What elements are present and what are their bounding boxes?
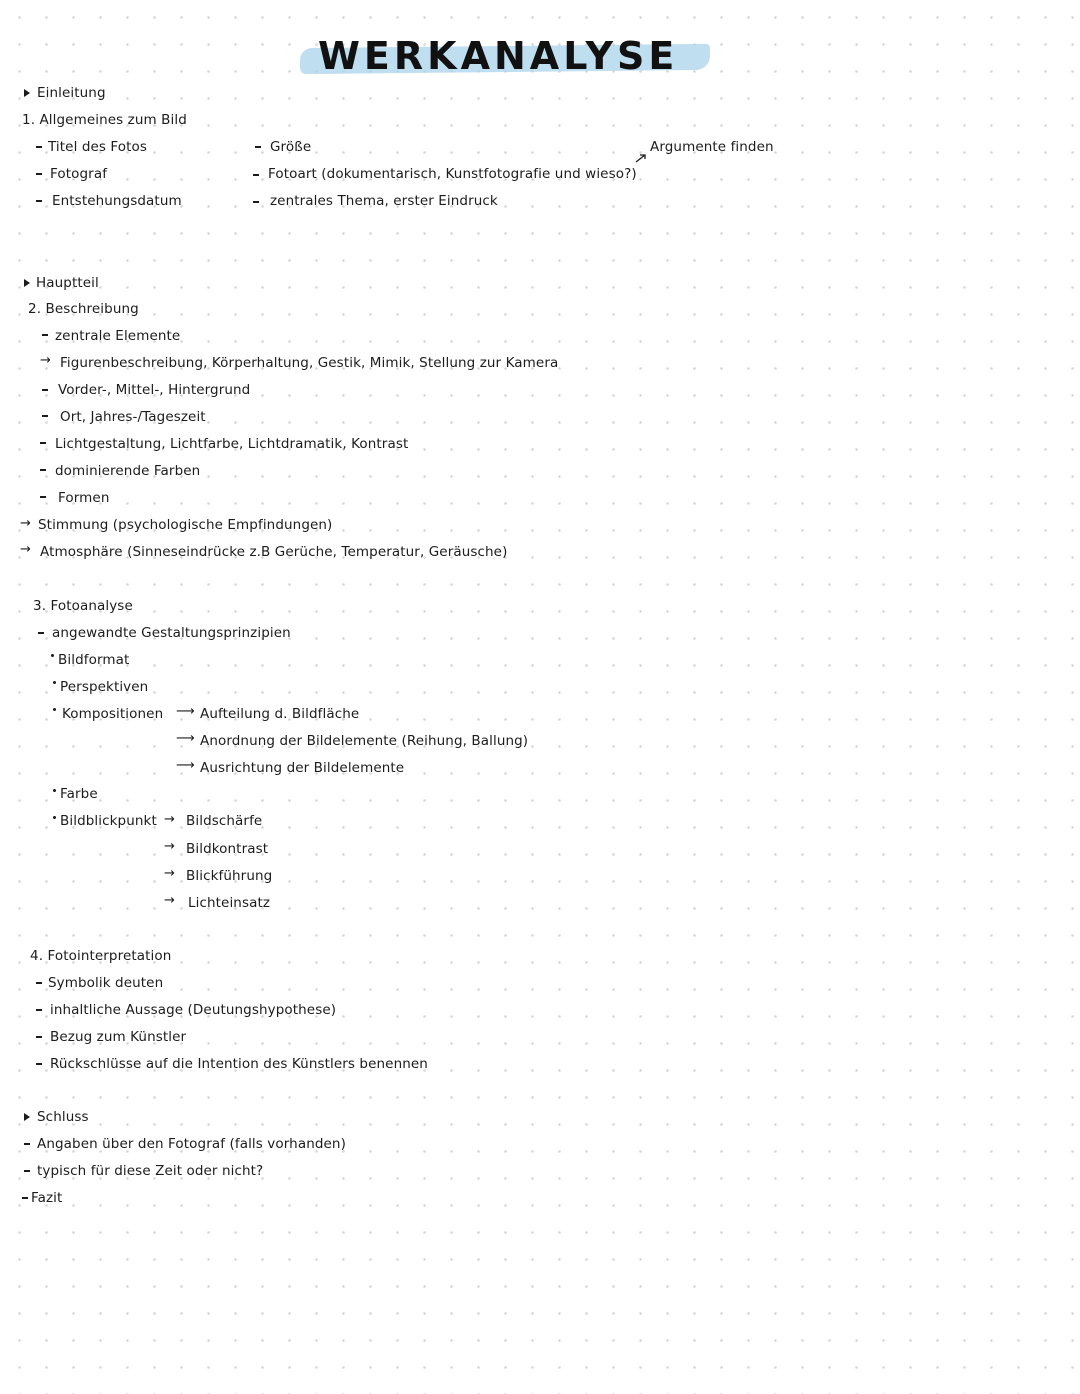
note-argumente: Argumente finden — [650, 139, 774, 155]
bullet-icon — [53, 708, 56, 711]
dash-icon — [38, 632, 44, 634]
dash-icon — [40, 442, 46, 444]
dash-icon — [24, 1170, 30, 1172]
list-item: Kompositionen — [62, 706, 164, 722]
dash-icon — [36, 1063, 42, 1065]
section-4-heading: 4. Fotointerpretation — [30, 948, 172, 964]
list-item: Figurenbeschreibung, Körperhaltung, Gestik, Mimik, Stellung zur Kamera — [60, 355, 559, 371]
list-item: Angaben über den Fotograf (falls vorhanden) — [37, 1136, 346, 1152]
dash-icon — [40, 469, 46, 471]
list-item: Formen — [58, 490, 110, 506]
arrow-icon: → — [20, 516, 31, 531]
page-title: WERKANALYSE — [318, 34, 679, 78]
list-item: dominierende Farben — [55, 463, 201, 479]
arrow-icon: → — [40, 353, 51, 368]
list-item: zentrale Elemente — [55, 328, 181, 344]
dash-icon — [36, 1036, 42, 1038]
list-item: Symbolik deuten — [48, 975, 164, 991]
list-item: angewandte Gestaltungsprinzipien — [52, 625, 291, 641]
list-item: Titel des Fotos — [48, 139, 148, 155]
list-item: Bildschärfe — [186, 813, 263, 829]
list-item: Perspektiven — [60, 679, 149, 695]
list-item: Lichtgestaltung, Lichtfarbe, Lichtdramatik, Kontrast — [55, 436, 409, 452]
small-arrow-icon — [634, 152, 648, 164]
bullet-icon — [53, 816, 56, 819]
arrow-icon: → — [20, 542, 31, 557]
dash-icon — [36, 200, 42, 202]
arrow-icon: → — [164, 839, 175, 854]
list-item: Fotograf — [50, 166, 108, 182]
list-item: Bezug zum Künstler — [50, 1029, 187, 1045]
triangle-marker-icon — [24, 279, 30, 287]
dash-icon — [36, 146, 42, 148]
hauptteil-header: Hauptteil — [36, 275, 99, 291]
dash-icon — [42, 389, 48, 391]
section-3-heading: 3. Fotoanalyse — [33, 598, 133, 614]
arrow-icon: → — [164, 866, 175, 881]
dash-icon — [40, 496, 46, 498]
list-item: inhaltliche Aussage (Deutungshypothese) — [50, 1002, 337, 1018]
bullet-icon — [53, 681, 56, 684]
triangle-marker-icon — [24, 1113, 30, 1121]
list-item: Fotoart (dokumentarisch, Kunstfotografie und wieso?) — [268, 166, 637, 182]
list-item: Bildblickpunkt — [60, 813, 157, 829]
list-item: Größe — [270, 139, 312, 155]
list-item: Farbe — [60, 786, 98, 802]
dash-icon — [36, 1009, 42, 1011]
arrow-icon: ⟶ — [176, 731, 195, 746]
dash-icon — [24, 1143, 30, 1145]
dash-icon — [253, 201, 259, 203]
schluss-header: Schluss — [37, 1109, 89, 1125]
list-item: Bildkontrast — [186, 841, 269, 857]
section-1-heading: 1. Allgemeines zum Bild — [22, 112, 187, 128]
stimmung: Stimmung (psychologische Empfindungen) — [38, 517, 333, 533]
arrow-icon: → — [164, 893, 175, 908]
list-item: Entstehungsdatum — [52, 193, 182, 209]
arrow-icon: → — [164, 812, 175, 827]
list-item: typisch für diese Zeit oder nicht? — [37, 1163, 264, 1179]
arrow-icon: ⟶ — [176, 704, 195, 719]
dash-icon — [253, 174, 259, 176]
dash-icon — [22, 1197, 28, 1199]
dash-icon — [36, 173, 42, 175]
list-item: zentrales Thema, erster Eindruck — [270, 193, 498, 209]
list-item: Ort, Jahres-/Tageszeit — [60, 409, 206, 425]
einleitung-header: Einleitung — [37, 85, 106, 101]
atmosphaere: Atmosphäre (Sinneseindrücke z.B Gerüche, Temperatur, Geräusche) — [40, 544, 508, 560]
bullet-icon — [51, 654, 54, 657]
list-item: Vorder-, Mittel-, Hintergrund — [58, 382, 251, 398]
list-item: Bildformat — [58, 652, 130, 668]
dash-icon — [42, 415, 48, 417]
list-item: Ausrichtung der Bildelemente — [200, 760, 405, 776]
dash-icon — [42, 334, 48, 336]
section-2-heading: 2. Beschreibung — [28, 301, 139, 317]
list-item: Anordnung der Bildelemente (Reihung, Ballung) — [200, 733, 529, 749]
arrow-icon: ⟶ — [176, 758, 195, 773]
triangle-marker-icon — [24, 89, 30, 97]
dash-icon — [255, 146, 261, 148]
list-item: Lichteinsatz — [188, 895, 271, 911]
bullet-icon — [53, 789, 56, 792]
list-item: Aufteilung d. Bildfläche — [200, 706, 360, 722]
list-item: Rückschlüsse auf die Intention des Künstlers benennen — [50, 1056, 428, 1072]
dash-icon — [36, 982, 42, 984]
list-item: Fazit — [31, 1190, 63, 1206]
list-item: Blickführung — [186, 868, 273, 884]
